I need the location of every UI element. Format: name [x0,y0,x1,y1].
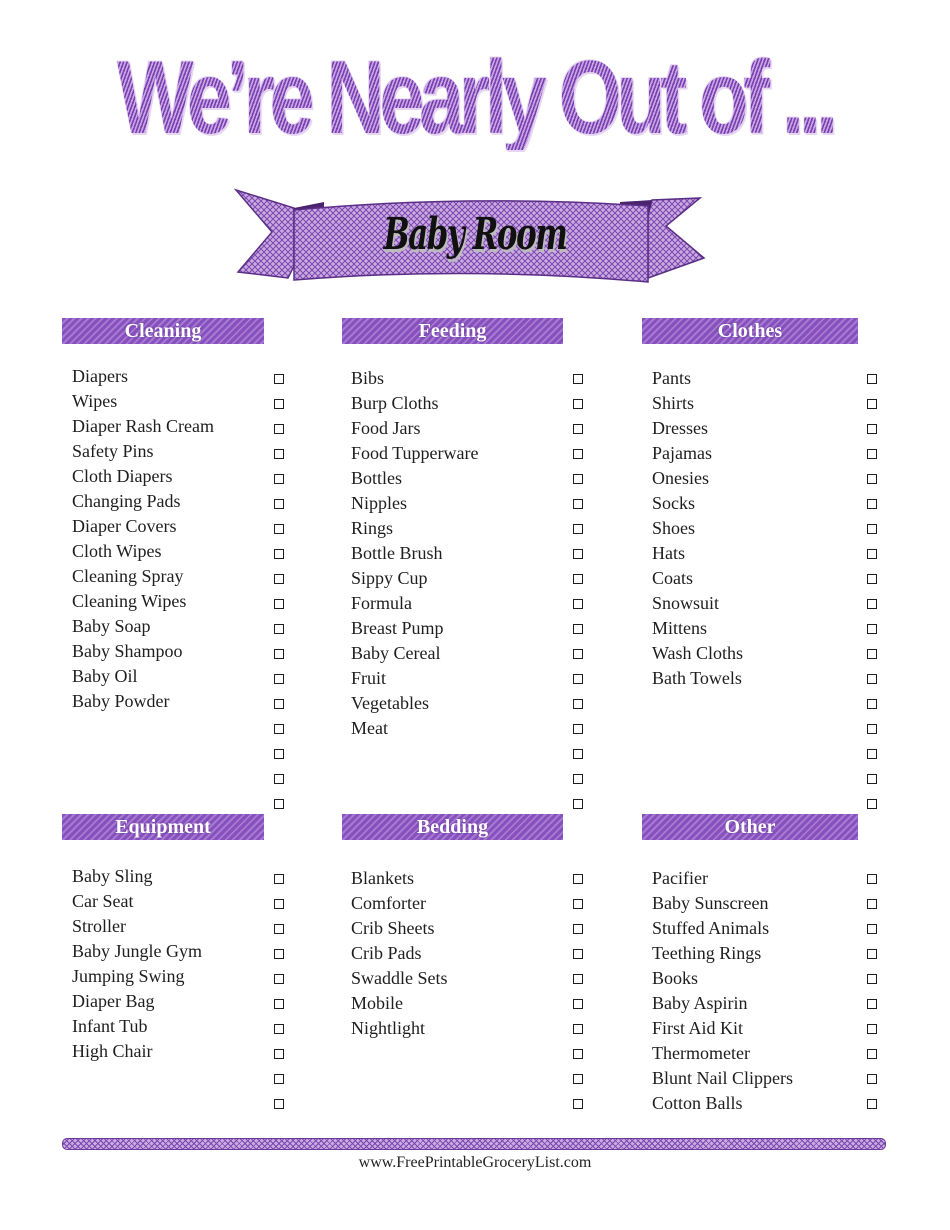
checklist-item: Rings [351,518,394,538]
checklist-item: Mittens [652,618,708,638]
checkbox-other[interactable] [867,1099,877,1109]
checklist-item: Books [652,968,699,988]
checkbox-equipment[interactable] [274,924,284,934]
footer-url: www.FreePrintableGroceryList.com [358,1154,592,1171]
checklist-item: Car Seat [72,891,134,911]
checklist-item: Baby Sunscreen [652,893,769,913]
checklist-item: Blunt Nail Clippers [652,1068,793,1088]
checklist-item: Nipples [351,493,407,513]
checkbox-cleaning[interactable] [274,524,284,534]
checklist-item: Pacifier [652,868,708,888]
checkbox-other[interactable] [867,924,877,934]
checkbox-bedding[interactable] [573,899,583,909]
checklist-item: Bottles [351,468,403,488]
checkbox-other[interactable] [867,949,877,959]
checkbox-clothes[interactable] [867,574,877,584]
checkbox-feeding[interactable] [573,649,583,659]
checkbox-cleaning[interactable] [274,749,284,759]
checkbox-clothes[interactable] [867,374,877,384]
checkbox-other[interactable] [867,899,877,909]
checklist-item: Meat [351,718,388,738]
checklist-item: High Chair [72,1041,153,1061]
checklist-item: Diaper Covers [72,516,177,536]
checklist-item: Food Tupperware [351,443,479,463]
checklist-item: Formula [351,593,412,613]
checkbox-other[interactable] [867,1049,877,1059]
checkbox-clothes[interactable] [867,649,877,659]
checkbox-equipment[interactable] [274,1024,284,1034]
checklist-item: Baby Oil [72,666,138,686]
checklist-item: Food Jars [351,418,421,438]
checkbox-clothes[interactable] [867,449,877,459]
checkbox-cleaning[interactable] [274,624,284,634]
checklist-item: Swaddle Sets [351,968,448,988]
checklist-item: Wash Cloths [652,643,744,663]
section-header-clothes: Clothes [642,318,858,344]
checklist-item: Snowsuit [652,593,720,613]
checklist-item: Stroller [72,916,126,936]
checkbox-cleaning[interactable] [274,399,284,409]
checkbox-cleaning[interactable] [274,649,284,659]
checkbox-clothes[interactable] [867,399,877,409]
checkbox-cleaning[interactable] [274,799,284,809]
checkbox-feeding[interactable] [573,524,583,534]
checklist-item: Cloth Diapers [72,466,173,486]
section-header-feeding: Feeding [342,318,563,344]
checkbox-cleaning[interactable] [274,774,284,784]
checkbox-bedding[interactable] [573,1024,583,1034]
checkbox-clothes[interactable] [867,499,877,509]
footer-divider [62,1138,886,1150]
checklist-item: Wipes [72,391,118,411]
checklist-item: Bottle Brush [351,543,443,563]
checkbox-equipment[interactable] [274,974,284,984]
checkbox-feeding[interactable] [573,674,583,684]
checklist-item: Crib Pads [351,943,422,963]
checklist-item: Baby Soap [72,616,151,636]
checkbox-feeding[interactable] [573,724,583,734]
checklist-item: Bath Towels [652,668,742,688]
checklist-item: Hats [652,543,685,563]
checkbox-equipment[interactable] [274,1074,284,1084]
checkbox-cleaning[interactable] [274,424,284,434]
checklist-item: Shoes [652,518,696,538]
checkbox-cleaning[interactable] [274,599,284,609]
checkbox-cleaning[interactable] [274,724,284,734]
checkbox-clothes[interactable] [867,624,877,634]
checklist-item: Baby Aspirin [652,993,748,1013]
checkbox-feeding[interactable] [573,599,583,609]
checklist-item: Coats [652,568,694,588]
checkbox-feeding[interactable] [573,774,583,784]
page-subtitle: Baby Room [383,209,567,260]
checklist-item: Diaper Rash Cream [72,416,214,436]
checklist-item: Fruit [351,668,387,688]
checkbox-bedding[interactable] [573,874,583,884]
checkbox-cleaning[interactable] [274,499,284,509]
checklist-item: Baby Powder [72,691,170,711]
checkbox-feeding[interactable] [573,799,583,809]
checkbox-feeding[interactable] [573,749,583,759]
checkbox-cleaning[interactable] [274,549,284,559]
checkbox-equipment[interactable] [274,999,284,1009]
checklist-item: Bibs [351,368,385,388]
checkbox-cleaning[interactable] [274,474,284,484]
section-header-equipment: Equipment [62,814,264,840]
checkbox-cleaning[interactable] [274,699,284,709]
checklist-item: Baby Jungle Gym [72,941,202,961]
checklist-item: Burp Cloths [351,393,439,413]
checkbox-bedding[interactable] [573,974,583,984]
checkbox-clothes[interactable] [867,799,877,809]
checkbox-clothes[interactable] [867,474,877,484]
checklist-item: Vegetables [351,693,429,713]
checklist-item: Baby Shampoo [72,641,183,661]
checklist-item: First Aid Kit [652,1018,744,1038]
checkbox-clothes[interactable] [867,699,877,709]
checklist-item: Blankets [351,868,414,888]
checklist-item: Shirts [652,393,695,413]
checklist-item: Safety Pins [72,441,154,461]
checklist-item: Diaper Bag [72,991,155,1011]
checklist-item: Cleaning Spray [72,566,184,586]
checkbox-clothes[interactable] [867,724,877,734]
section-header-bedding: Bedding [342,814,563,840]
checklist-item: Pajamas [652,443,712,463]
checklist-item: Nightlight [351,1018,426,1038]
checklist-item: Baby Sling [72,866,153,886]
checkbox-bedding[interactable] [573,924,583,934]
checklist-item: Jumping Swing [72,966,185,986]
checklist-item: Dresses [652,418,708,438]
checkbox-cleaning[interactable] [274,574,284,584]
checkbox-bedding[interactable] [573,999,583,1009]
title-area [0,0,950,310]
checkbox-feeding[interactable] [573,574,583,584]
checkbox-other[interactable] [867,999,877,1009]
checkbox-cleaning[interactable] [274,374,284,384]
checklist-item: Breast Pump [351,618,444,638]
checklist-item: Onesies [652,468,709,488]
checklist-item: Comforter [351,893,426,913]
checkbox-feeding[interactable] [573,374,583,384]
checkbox-bedding[interactable] [573,949,583,959]
checkbox-feeding[interactable] [573,424,583,434]
checklist-item: Cloth Wipes [72,541,162,561]
checkbox-other[interactable] [867,874,877,884]
checkbox-clothes[interactable] [867,549,877,559]
checklist-item: Sippy Cup [351,568,428,588]
checkbox-feeding[interactable] [573,699,583,709]
checkbox-other[interactable] [867,974,877,984]
checklist-item: Diapers [72,366,128,386]
checkbox-clothes[interactable] [867,424,877,434]
checkbox-feeding[interactable] [573,499,583,509]
checklist-item: Infant Tub [72,1016,148,1036]
checkbox-other[interactable] [867,1074,877,1084]
checkbox-feeding[interactable] [573,449,583,459]
checkbox-feeding[interactable] [573,399,583,409]
checkbox-clothes[interactable] [867,774,877,784]
checklist-item: Socks [652,493,696,513]
checkbox-cleaning[interactable] [274,674,284,684]
checklist-item: Teething Rings [652,943,762,963]
checklist-item: Stuffed Animals [652,918,770,938]
checkbox-bedding[interactable] [573,1074,583,1084]
checkbox-clothes[interactable] [867,524,877,534]
checklist-item: Crib Sheets [351,918,435,938]
checkbox-equipment[interactable] [274,874,284,884]
checkbox-cleaning[interactable] [274,449,284,459]
checklist-item: Cleaning Wipes [72,591,187,611]
checkbox-equipment[interactable] [274,1099,284,1109]
checkbox-equipment[interactable] [274,949,284,959]
checkbox-clothes[interactable] [867,749,877,759]
section-header-other: Other [642,814,858,840]
checklist-item: Baby Cereal [351,643,441,663]
checkbox-clothes[interactable] [867,674,877,684]
section-header-cleaning: Cleaning [62,318,264,344]
checklist-item: Changing Pads [72,491,181,511]
checkbox-feeding[interactable] [573,624,583,634]
checkbox-feeding[interactable] [573,474,583,484]
checklist-item: Mobile [351,993,403,1013]
checkbox-feeding[interactable] [573,549,583,559]
checkbox-equipment[interactable] [274,1049,284,1059]
checklist-item: Cotton Balls [652,1093,743,1113]
checkbox-other[interactable] [867,1024,877,1034]
checkbox-bedding[interactable] [573,1099,583,1109]
checklist-item: Thermometer [652,1043,750,1063]
page-title: We’re Nearly Out of ... [105,46,846,150]
checkbox-equipment[interactable] [274,899,284,909]
checkbox-clothes[interactable] [867,599,877,609]
checkbox-bedding[interactable] [573,1049,583,1059]
checklist-item: Pants [652,368,692,388]
